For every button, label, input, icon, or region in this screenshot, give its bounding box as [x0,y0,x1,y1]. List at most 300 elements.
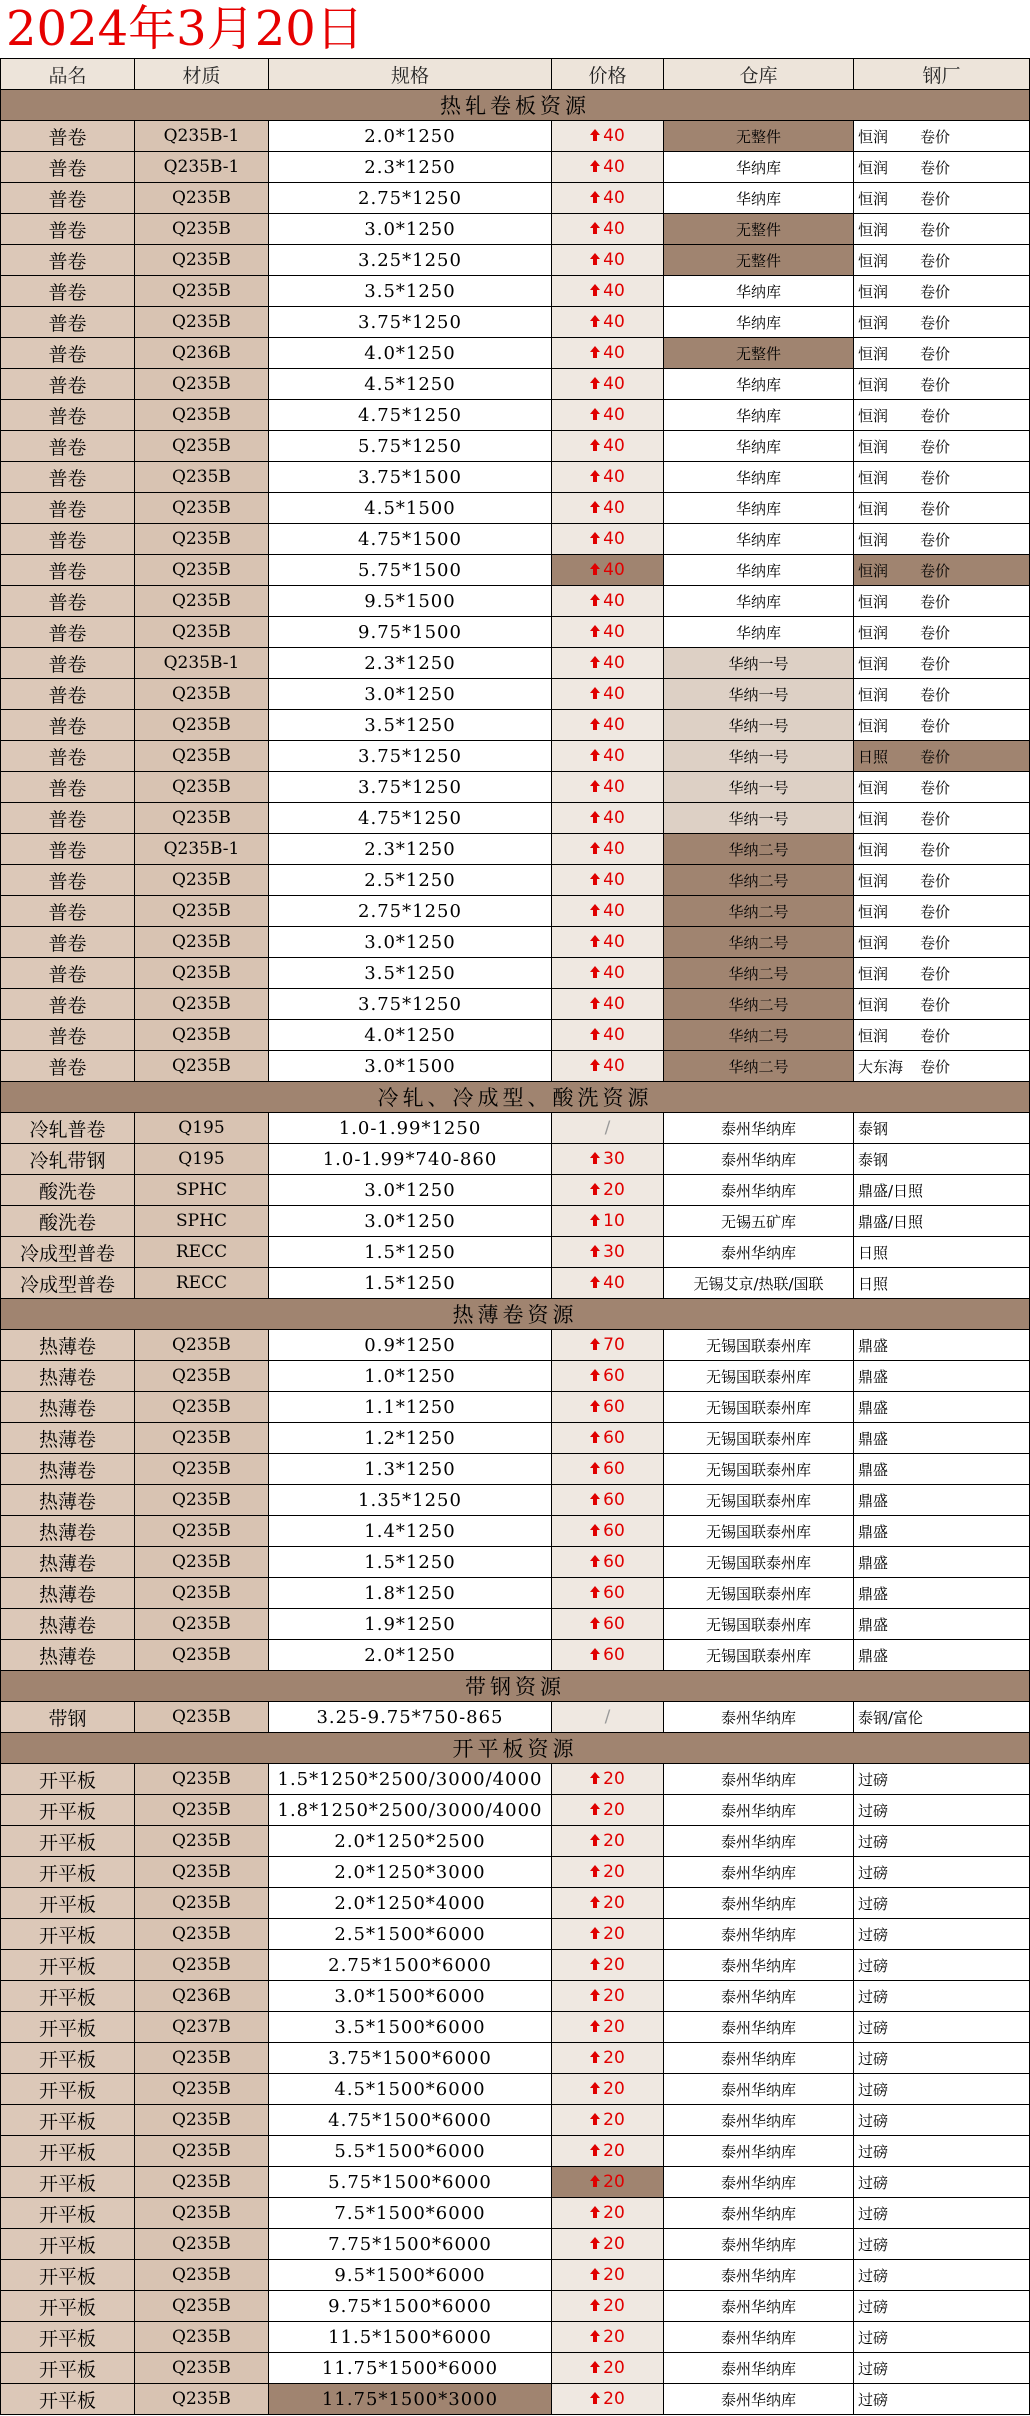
mill-cell [854,1516,1030,1547]
table-row [1,927,1030,958]
warehouse-cell: 泰州华纳库 [664,2353,854,2384]
price-value: 20 [603,2110,625,2130]
price-cell [552,121,664,152]
table-row [1,2105,1030,2136]
price-type: 卷价 [920,933,951,952]
mill-name: 恒润 [858,220,889,239]
mill-cell [854,2167,1030,2198]
price-value: 40 [603,343,625,363]
up-arrow-icon [590,1366,600,1386]
price-cell [552,2291,664,2322]
price-cell [552,927,664,958]
header-mill: 钢厂 [854,59,1030,90]
mill-name: 过磅 [858,1801,889,1820]
table-row [1,958,1030,989]
price-cell [552,1454,664,1485]
up-arrow-icon [590,622,600,642]
mill-cell [854,1826,1030,1857]
warehouse-cell: 泰州华纳库 [664,1857,854,1888]
spec-cell: 1.5*1250*2500/3000/4000 [269,1764,552,1795]
price-value: 60 [603,1459,625,1479]
price-type: 卷价 [920,127,951,146]
material-cell: Q235B-1 [135,834,269,865]
price-value: 20 [603,2234,625,2254]
mill-name: 日照 [858,1243,889,1262]
table-row [1,431,1030,462]
mill-name: 鼎盛 [858,1367,889,1386]
mill-name: 泰钢 [858,1119,889,1138]
price-value: 40 [603,374,625,394]
price-cell [552,586,664,617]
up-arrow-icon [590,1180,600,1200]
product-name-cell: 普卷 [1,927,135,958]
product-name-cell: 普卷 [1,121,135,152]
mill-name: 鼎盛 [858,1615,889,1634]
up-arrow-icon [590,1614,600,1634]
mill-name: 恒润 [858,685,889,704]
spec-cell: 1.8*1250 [269,1578,552,1609]
section-header [1,1082,1030,1113]
price-value: 40 [603,436,625,456]
mill-name: 鼎盛/日照 [858,1212,924,1231]
product-name-cell: 普卷 [1,431,135,462]
spec-cell: 2.3*1250 [269,834,552,865]
price-value: 40 [603,219,625,239]
price-cell [552,524,664,555]
warehouse-cell: 无整件 [664,214,854,245]
product-name-cell: 开平板 [1,1919,135,1950]
spec-cell: 11.75*1500*6000 [269,2353,552,2384]
up-arrow-icon [590,529,600,549]
price-cell [552,2105,664,2136]
table-row [1,2322,1030,2353]
price-cell [552,896,664,927]
price-type: 卷价 [920,344,951,363]
mill-name: 鼎盛 [858,1336,889,1355]
up-arrow-icon [590,2234,600,2254]
warehouse-cell: 泰州华纳库 [664,2012,854,2043]
table-row [1,369,1030,400]
mill-cell [854,493,1030,524]
material-cell: Q235B [135,524,269,555]
spec-cell: 1.0*1250 [269,1361,552,1392]
product-name-cell: 冷轧普卷 [1,1113,135,1144]
spec-cell: 11.75*1500*3000 [269,2384,552,2415]
table-row [1,307,1030,338]
price-type: 卷价 [920,1026,951,1045]
spec-cell: 2.3*1250 [269,648,552,679]
mill-cell [854,1454,1030,1485]
product-name-cell: 热薄卷 [1,1423,135,1454]
price-cell [552,617,664,648]
price-cell [552,307,664,338]
up-arrow-icon [590,2172,600,2192]
spec-cell: 4.0*1250 [269,1020,552,1051]
up-arrow-icon [590,932,600,952]
up-arrow-icon [590,1645,600,1665]
spec-cell: 5.5*1500*6000 [269,2136,552,2167]
mill-cell [854,338,1030,369]
mill-name: 过磅 [858,2359,889,2378]
price-value: 20 [603,2203,625,2223]
warehouse-cell: 无锡国联泰州库 [664,1392,854,1423]
material-cell: Q235B [135,865,269,896]
mill-cell [854,2384,1030,2415]
warehouse-cell: 泰州华纳库 [664,2167,854,2198]
product-name-cell: 开平板 [1,2043,135,2074]
material-cell: Q235B [135,1547,269,1578]
warehouse-cell: 华纳一号 [664,710,854,741]
mill-name: 恒润 [858,499,889,518]
price-value: 20 [603,1986,625,2006]
price-value: 20 [603,1893,625,1913]
product-name-cell: 普卷 [1,958,135,989]
price-cell [552,958,664,989]
up-arrow-icon [590,1800,600,1820]
product-name-cell: 开平板 [1,2353,135,2384]
table-row [1,1919,1030,1950]
spec-cell: 1.0-1.99*1250 [269,1113,552,1144]
mill-cell [854,1020,1030,1051]
warehouse-cell: 华纳二号 [664,896,854,927]
up-arrow-icon [590,1025,600,1045]
mill-cell [854,834,1030,865]
price-cell [552,1113,664,1144]
product-name-cell: 普卷 [1,152,135,183]
price-table-body [1,59,1030,2415]
mill-cell [854,648,1030,679]
mill-name: 恒润 [858,344,889,363]
mill-cell [854,679,1030,710]
spec-cell: 9.75*1500 [269,617,552,648]
price-cell [552,555,664,586]
spec-cell: 3.25-9.75*750-865 [269,1702,552,1733]
spec-cell: 3.0*1250 [269,1206,552,1237]
spec-cell: 3.75*1250 [269,989,552,1020]
material-cell: Q235B [135,2136,269,2167]
price-type: 卷价 [920,778,951,797]
mill-cell [854,152,1030,183]
material-cell: Q235B [135,741,269,772]
table-row [1,2167,1030,2198]
price-cell [552,2074,664,2105]
price-type: 卷价 [920,530,951,549]
mill-cell [854,2074,1030,2105]
mill-name: 过磅 [858,1987,889,2006]
section-header [1,90,1030,121]
price-type: 卷价 [920,964,951,983]
product-name-cell: 开平板 [1,1857,135,1888]
mill-name: 恒润 [858,530,889,549]
table-row [1,245,1030,276]
section-title: 热轧卷板资源 [1,90,1030,121]
price-value: 20 [603,1924,625,1944]
mill-cell [854,1175,1030,1206]
product-name-cell: 普卷 [1,617,135,648]
material-cell: Q235B [135,400,269,431]
warehouse-cell: 华纳库 [664,152,854,183]
spec-cell: 1.4*1250 [269,1516,552,1547]
mill-cell [854,2229,1030,2260]
price-type: 卷价 [920,282,951,301]
product-name-cell: 冷轧带钢 [1,1144,135,1175]
warehouse-cell: 无锡国联泰州库 [664,1330,854,1361]
mill-name: 鼎盛/日照 [858,1181,924,1200]
warehouse-cell: 无锡艾京/热联/国联 [664,1268,854,1299]
price-type: 卷价 [920,251,951,270]
warehouse-cell: 华纳二号 [664,1051,854,1082]
table-row [1,710,1030,741]
material-cell: Q235B [135,1361,269,1392]
material-cell: RECC [135,1268,269,1299]
spec-cell: 2.75*1250 [269,183,552,214]
table-row [1,865,1030,896]
price-table [0,58,1030,2415]
product-name-cell: 开平板 [1,2229,135,2260]
table-row [1,1485,1030,1516]
warehouse-cell: 无锡五矿库 [664,1206,854,1237]
up-arrow-icon [590,560,600,580]
price-cell [552,183,664,214]
spec-cell: 2.5*1250 [269,865,552,896]
mill-name: 过磅 [858,2142,889,2161]
price-cell [552,431,664,462]
warehouse-cell: 华纳二号 [664,865,854,896]
price-type: 卷价 [920,809,951,828]
warehouse-cell: 华纳库 [664,586,854,617]
warehouse-cell: 泰州华纳库 [664,2229,854,2260]
mill-cell [854,1857,1030,1888]
warehouse-cell: 华纳二号 [664,989,854,1020]
price-cell [552,989,664,1020]
section-title: 开平板资源 [1,1733,1030,1764]
product-name-cell: 开平板 [1,2012,135,2043]
mill-cell [854,1764,1030,1795]
product-name-cell: 开平板 [1,1950,135,1981]
price-cell [552,214,664,245]
mill-cell [854,586,1030,617]
price-value: 70 [603,1335,625,1355]
material-cell: Q235B [135,1330,269,1361]
warehouse-cell: 泰州华纳库 [664,1144,854,1175]
price-cell [552,1981,664,2012]
price-cell [552,1919,664,1950]
table-row [1,214,1030,245]
price-value: 40 [603,746,625,766]
price-value: 20 [603,2265,625,2285]
price-value: 40 [603,188,625,208]
warehouse-cell: 泰州华纳库 [664,2105,854,2136]
product-name-cell: 酸洗卷 [1,1206,135,1237]
mill-cell [854,1919,1030,1950]
mill-cell [854,121,1030,152]
price-value: 60 [603,1645,625,1665]
spec-cell: 4.5*1500 [269,493,552,524]
material-cell: Q195 [135,1144,269,1175]
price-type: 卷价 [920,375,951,394]
up-arrow-icon [590,777,600,797]
mill-name: 恒润 [858,871,889,890]
mill-name: 日照 [858,1274,889,1293]
mill-name: 恒润 [858,313,889,332]
mill-cell [854,1702,1030,1733]
up-arrow-icon [590,1211,600,1231]
mill-name: 过磅 [858,1832,889,1851]
up-arrow-icon [590,994,600,1014]
material-cell: Q235B [135,1578,269,1609]
price-value: 40 [603,405,625,425]
product-name-cell: 普卷 [1,741,135,772]
price-type: 卷价 [920,995,951,1014]
mill-cell [854,555,1030,586]
up-arrow-icon [590,870,600,890]
spec-cell: 2.5*1500*6000 [269,1919,552,1950]
up-arrow-icon [590,1893,600,1913]
product-name-cell: 酸洗卷 [1,1175,135,1206]
material-cell: Q235B [135,431,269,462]
price-cell [552,400,664,431]
price-cell [552,1857,664,1888]
price-value: 20 [603,2079,625,2099]
spec-cell: 3.0*1500 [269,1051,552,1082]
spec-cell: 3.75*1250 [269,307,552,338]
product-name-cell: 开平板 [1,2322,135,2353]
up-arrow-icon [590,2296,600,2316]
material-cell: Q235B [135,896,269,927]
product-name-cell: 普卷 [1,369,135,400]
mill-cell [854,1392,1030,1423]
section-title: 热薄卷资源 [1,1299,1030,1330]
warehouse-cell: 泰州华纳库 [664,1888,854,1919]
price-value: 30 [603,1242,625,1262]
price-value: 20 [603,2141,625,2161]
price-cell [552,462,664,493]
mill-cell [854,1206,1030,1237]
product-name-cell: 普卷 [1,865,135,896]
warehouse-cell: 华纳一号 [664,803,854,834]
up-arrow-icon [590,126,600,146]
mill-name: 恒润 [858,623,889,642]
price-type: 卷价 [920,902,951,921]
mill-name: 恒润 [858,592,889,611]
spec-cell: 2.0*1250 [269,121,552,152]
product-name-cell: 冷成型普卷 [1,1268,135,1299]
material-cell: Q235B [135,958,269,989]
up-arrow-icon [590,498,600,518]
price-cell [552,1640,664,1671]
spec-cell: 3.0*1250 [269,214,552,245]
material-cell: Q235B-1 [135,152,269,183]
material-cell: Q235B [135,1051,269,1082]
spec-cell: 1.3*1250 [269,1454,552,1485]
mill-name: 过磅 [858,2049,889,2068]
material-cell: Q235B [135,617,269,648]
price-cell [552,2167,664,2198]
up-arrow-icon [590,963,600,983]
material-cell: Q235B [135,2260,269,2291]
price-value: 40 [603,870,625,890]
price-type: 卷价 [920,840,951,859]
table-row [1,896,1030,927]
mill-cell [854,1144,1030,1175]
price-value: 60 [603,1397,625,1417]
product-name-cell: 开平板 [1,1981,135,2012]
price-value: 40 [603,994,625,1014]
price-value: 40 [603,653,625,673]
material-cell: Q235B [135,1516,269,1547]
product-name-cell: 普卷 [1,307,135,338]
mill-name: 过磅 [858,1956,889,1975]
material-cell: Q235B [135,586,269,617]
warehouse-cell: 华纳库 [664,431,854,462]
price-cell [552,245,664,276]
mill-name: 过磅 [858,2111,889,2130]
table-row [1,1020,1030,1051]
mill-name: 恒润 [858,716,889,735]
warehouse-cell: 泰州华纳库 [664,2260,854,2291]
spec-cell: 4.75*1500 [269,524,552,555]
product-name-cell: 普卷 [1,772,135,803]
up-arrow-icon [590,2048,600,2068]
up-arrow-icon [590,2265,600,2285]
material-cell: Q235B [135,214,269,245]
product-name-cell: 热薄卷 [1,1640,135,1671]
mill-cell [854,369,1030,400]
spec-cell: 1.8*1250*2500/3000/4000 [269,1795,552,1826]
up-arrow-icon [590,2110,600,2130]
mill-name: 恒润 [858,127,889,146]
price-value: 60 [603,1428,625,1448]
up-arrow-icon [590,1521,600,1541]
warehouse-cell: 泰州华纳库 [664,1237,854,1268]
mill-cell [854,1981,1030,2012]
material-cell: Q237B [135,2012,269,2043]
material-cell: Q235B-1 [135,121,269,152]
mill-name: 过磅 [858,1925,889,1944]
mill-name: 鼎盛 [858,1522,889,1541]
spec-cell: 3.75*1250 [269,772,552,803]
mill-name: 恒润 [858,902,889,921]
price-cell [552,152,664,183]
mill-name: 恒润 [858,933,889,952]
mill-cell [854,2322,1030,2353]
price-type: 卷价 [920,654,951,673]
table-row [1,2198,1030,2229]
product-name-cell: 热薄卷 [1,1609,135,1640]
warehouse-cell: 华纳一号 [664,741,854,772]
price-value: 60 [603,1490,625,1510]
mill-cell [854,524,1030,555]
price-type: 卷价 [920,1057,951,1076]
price-cell [552,1175,664,1206]
table-row [1,834,1030,865]
table-row [1,1330,1030,1361]
mill-name: 泰钢/富伦 [858,1708,924,1727]
material-cell: Q235B [135,2167,269,2198]
material-cell: Q235B [135,1919,269,1950]
mill-cell [854,276,1030,307]
mill-name: 过磅 [858,2266,889,2285]
up-arrow-icon [590,1831,600,1851]
mill-cell [854,2136,1030,2167]
material-cell: Q235B [135,1950,269,1981]
table-row [1,648,1030,679]
spec-cell: 3.0*1500*6000 [269,1981,552,2012]
up-arrow-icon [590,250,600,270]
table-row [1,1981,1030,2012]
price-cell [552,2198,664,2229]
product-name-cell: 普卷 [1,989,135,1020]
